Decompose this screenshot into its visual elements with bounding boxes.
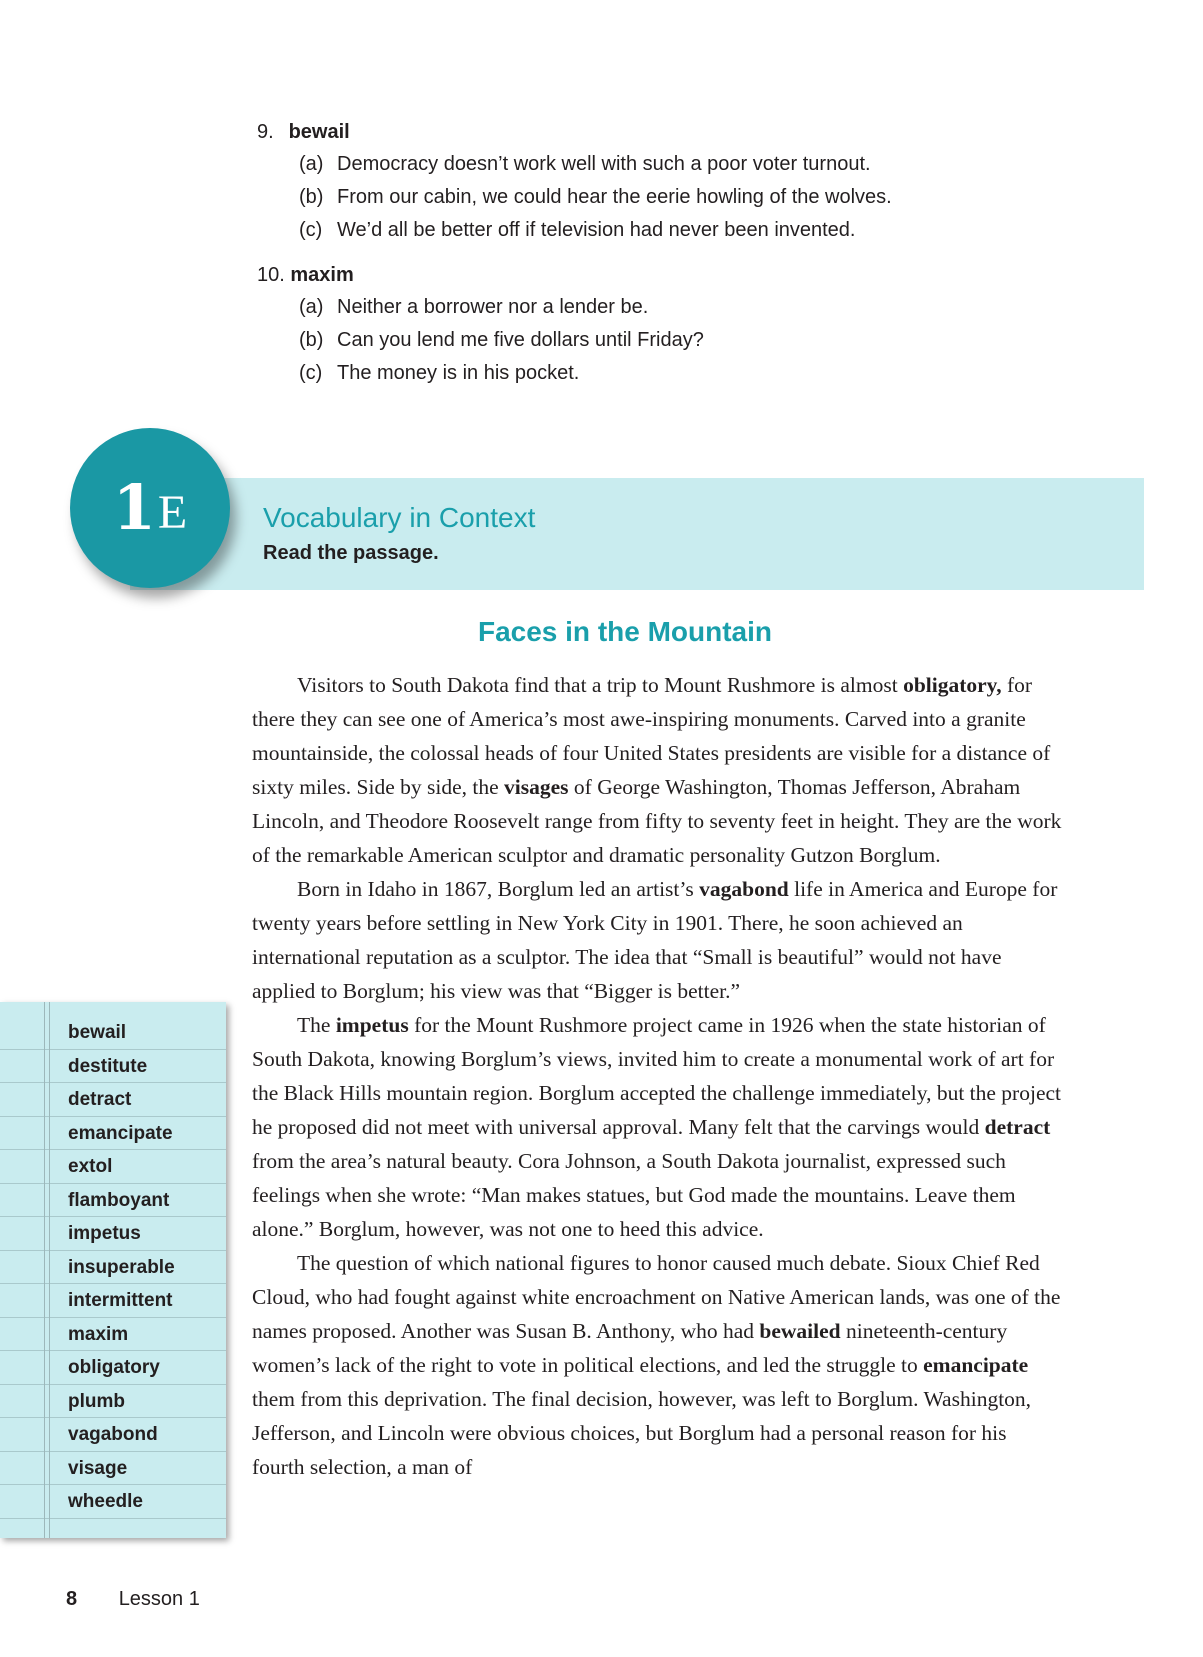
- word-list-item: destitute: [0, 1050, 226, 1084]
- word-list-item: detract: [0, 1083, 226, 1117]
- passage-paragraph: [252, 872, 1062, 1008]
- option-c: [257, 214, 1017, 247]
- option-text: From our cabin, we could hear the eerie howling of the wolves.: [337, 186, 892, 208]
- word-list-item: visage: [0, 1452, 226, 1486]
- passage-body: [252, 668, 1062, 1484]
- option-b: [257, 181, 1017, 214]
- vocab-word: obligatory,: [903, 673, 1002, 697]
- passage-text: nineteenth-century women’s lack of the right to vote in political elections, and led the struggle to: [252, 1319, 1008, 1377]
- section-banner: [130, 478, 1144, 590]
- option-text: The money is in his pocket.: [337, 362, 580, 384]
- exercise-item-10: [257, 261, 1017, 390]
- option-a: [257, 148, 1017, 181]
- option-b: [257, 324, 1017, 357]
- passage-paragraph: [252, 1246, 1062, 1484]
- vocab-word: visages: [504, 775, 569, 799]
- passage-text: from the area’s natural beauty. Cora Johnson, a South Dakota journalist, expressed such feelings when she wrote: “Man makes statues, but God made the mountains. Leave them alone.” Borglum, however, was not one to heed this advice.: [252, 1149, 1016, 1241]
- option-text: Neither a borrower nor a lender be.: [337, 296, 649, 318]
- vocab-word: vagabond: [699, 877, 789, 901]
- exercise-items: [257, 118, 1017, 390]
- word-list-item: plumb: [0, 1385, 226, 1419]
- word-list-item: impetus: [0, 1217, 226, 1251]
- option-a: [257, 291, 1017, 324]
- passage-text: The: [297, 1013, 336, 1037]
- item-number: 10.: [257, 264, 285, 286]
- section-instruction: Read the passage.: [263, 542, 439, 564]
- option-letter: (c): [299, 362, 323, 384]
- passage-text: for there they can see one of America’s most awe-inspiring monuments. Carved into a granite mountainside, the colossal heads of four United States presidents are visible for a distance of sixty miles. Side by side, the: [252, 673, 1051, 799]
- vocab-word: impetus: [335, 1013, 409, 1037]
- vocab-word: bewailed: [759, 1319, 841, 1343]
- item-heading: [257, 118, 1017, 146]
- page-number: 8: [66, 1588, 78, 1610]
- word-list-item: extol: [0, 1150, 226, 1184]
- option-letter: (a): [299, 296, 324, 318]
- item-options: [257, 291, 1017, 390]
- passage-text: The question of which national figures to honor caused much debate. Sioux Chief Red Cloud, who had fought against white encroachment on Native American lands, was one of the names proposed. Another was Susan B. Anthony, who had: [252, 1251, 1061, 1343]
- option-text: Democracy doesn’t work well with such a poor voter turnout.: [337, 153, 871, 175]
- word-list-item: maxim: [0, 1318, 226, 1352]
- page-footer: [66, 1588, 200, 1611]
- item-options: [257, 148, 1017, 247]
- word-list-item: insuperable: [0, 1251, 226, 1285]
- word-list-item: obligatory: [0, 1351, 226, 1385]
- section-title: Vocabulary in Context: [263, 502, 536, 533]
- word-list-item: emancipate: [0, 1117, 226, 1151]
- word-list-items: [0, 1002, 226, 1519]
- passage-text: of George Washington, Thomas Jefferson, Abraham Lincoln, and Theodore Roosevelt range from fifty to seventy feet in height. They are the work of the remarkable American sculptor and dramatic personality Gutzon Borglum.: [252, 775, 1062, 867]
- badge-letter: E: [157, 486, 188, 539]
- word-list-item: vagabond: [0, 1418, 226, 1452]
- vocab-word: detract: [984, 1115, 1051, 1139]
- badge-number: 1: [112, 471, 156, 544]
- passage-text: Born in Idaho in 1867, Borglum led an artist’s: [297, 877, 700, 901]
- word-list: [0, 1002, 226, 1538]
- option-text: We’d all be better off if television had never been invented.: [337, 219, 856, 241]
- exercise-item-9: [257, 118, 1017, 247]
- passage-text: for the Mount Rushmore project came in 1926 when the state historian of South Dakota, knowing Borglum’s views, invited him to create a monumental work of art for the Black Hills mountain region. Borglum accepted the challenge immediately, but the project he proposed did not meet with universal approval. Many felt that the carvings would: [252, 1013, 1062, 1139]
- option-letter: (b): [299, 186, 324, 208]
- item-number: 9.: [257, 121, 274, 143]
- option-letter: (c): [299, 219, 323, 241]
- lesson-label: Lesson 1: [118, 1588, 200, 1610]
- item-word: bewail: [288, 121, 350, 143]
- word-list-item: intermittent: [0, 1284, 226, 1318]
- word-list-item: bewail: [0, 1016, 226, 1050]
- option-text: Can you lend me five dollars until Friday?: [337, 329, 704, 351]
- passage-text: them from this deprivation. The final decision, however, was left to Borglum. Washington, Jefferson, and Lincoln were obvious choices, but Borglum had a personal reason for his fourth selection, a man of: [252, 1387, 1032, 1479]
- word-list-item: flamboyant: [0, 1184, 226, 1218]
- option-letter: (b): [299, 329, 324, 351]
- passage-paragraph: [252, 1008, 1062, 1246]
- passage-text: life in America and Europe for twenty years before settling in New York City in 1901. There, he soon achieved an international reputation as a sculptor. The idea that “Small is beautiful” would not have applied to Borglum; his view was that “Bigger is better.”: [252, 877, 1058, 1003]
- word-list-item: wheedle: [0, 1485, 226, 1519]
- item-heading: [257, 261, 1017, 289]
- passage-title: Faces in the Mountain: [477, 616, 773, 647]
- passage-paragraph: [252, 668, 1062, 872]
- passage-text: Visitors to South Dakota find that a trip to Mount Rushmore is almost: [297, 673, 904, 697]
- option-c: [257, 357, 1017, 390]
- item-word: maxim: [290, 264, 354, 286]
- vocab-word: emancipate: [923, 1353, 1029, 1377]
- option-letter: (a): [299, 153, 324, 175]
- lesson-badge: [70, 428, 230, 588]
